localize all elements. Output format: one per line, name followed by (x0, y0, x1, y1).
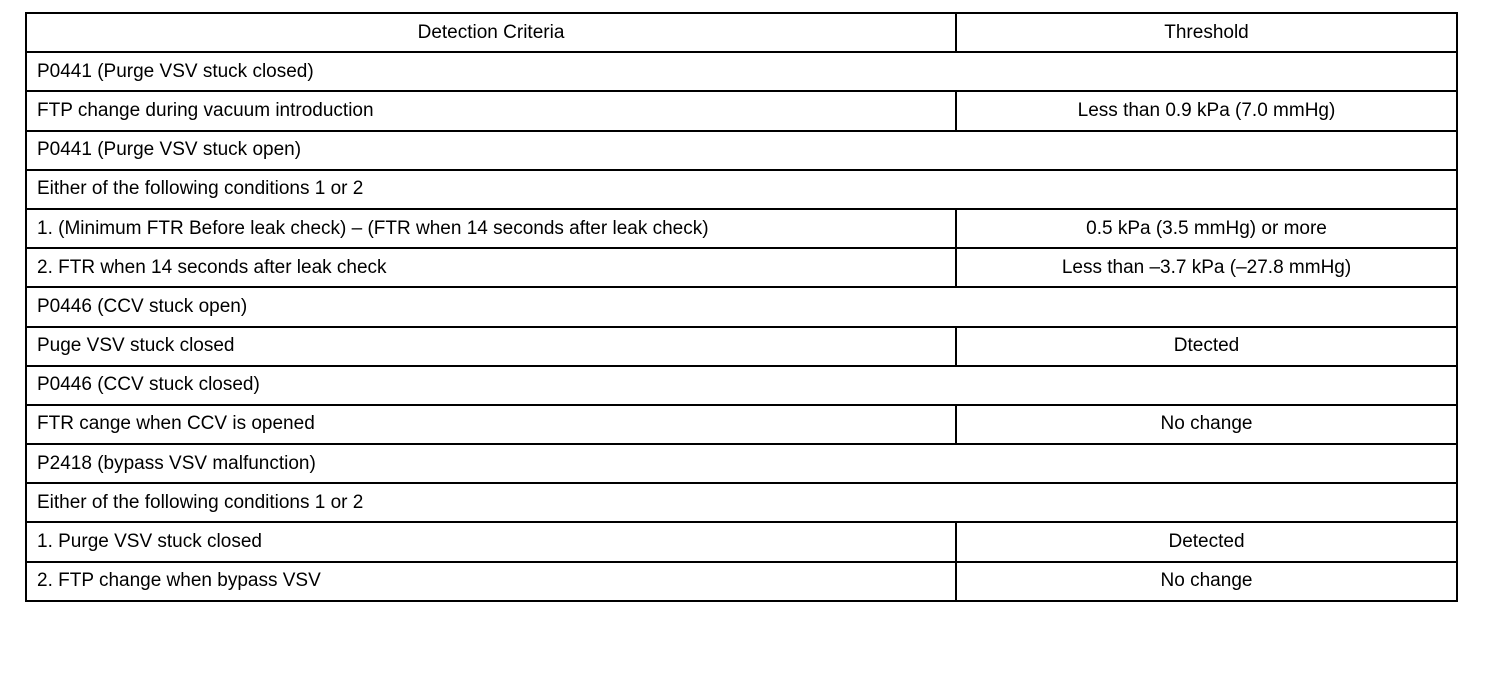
threshold-cell: No change (956, 405, 1457, 444)
table-row (26, 209, 1457, 248)
criteria-cell: 2. FTP change when bypass VSV (26, 562, 956, 601)
condition-note: Either of the following conditions 1 or 2 (26, 483, 1457, 522)
section-title: P0446 (CCV stuck open) (26, 287, 1457, 326)
table-row (26, 522, 1457, 561)
table-row (26, 248, 1457, 287)
section-row-p0441-open (26, 131, 1457, 170)
condition-note: Either of the following conditions 1 or 2 (26, 170, 1457, 209)
section-title: P2418 (bypass VSV malfunction) (26, 444, 1457, 483)
criteria-cell: 1. Purge VSV stuck closed (26, 522, 956, 561)
table-row (26, 562, 1457, 601)
section-row-p0441-closed (26, 52, 1457, 91)
criteria-cell: 2. FTR when 14 seconds after leak check (26, 248, 956, 287)
threshold-cell: Less than 0.9 kPa (7.0 mmHg) (956, 91, 1457, 130)
section-row-p0446-open (26, 287, 1457, 326)
threshold-cell: Dtected (956, 327, 1457, 366)
header-detection-criteria: Detection Criteria (26, 13, 956, 52)
table-row (26, 327, 1457, 366)
table-header-row (26, 13, 1457, 52)
threshold-cell: Less than –3.7 kPa (–27.8 mmHg) (956, 248, 1457, 287)
section-title: P0441 (Purge VSV stuck open) (26, 131, 1457, 170)
note-row (26, 170, 1457, 209)
table-row (26, 405, 1457, 444)
threshold-cell: Detected (956, 522, 1457, 561)
criteria-cell: Puge VSV stuck closed (26, 327, 956, 366)
criteria-cell: FTP change during vacuum introduction (26, 91, 956, 130)
criteria-cell: FTR cange when CCV is opened (26, 405, 956, 444)
section-row-p2418 (26, 444, 1457, 483)
table-row (26, 91, 1457, 130)
section-title: P0441 (Purge VSV stuck closed) (26, 52, 1457, 91)
header-threshold: Threshold (956, 13, 1457, 52)
threshold-cell: 0.5 kPa (3.5 mmHg) or more (956, 209, 1457, 248)
detection-criteria-table (25, 12, 1458, 602)
note-row (26, 483, 1457, 522)
criteria-cell: 1. (Minimum FTR Before leak check) – (FTR when 14 seconds after leak check) (26, 209, 956, 248)
section-title: P0446 (CCV stuck closed) (26, 366, 1457, 405)
threshold-cell: No change (956, 562, 1457, 601)
section-row-p0446-closed (26, 366, 1457, 405)
